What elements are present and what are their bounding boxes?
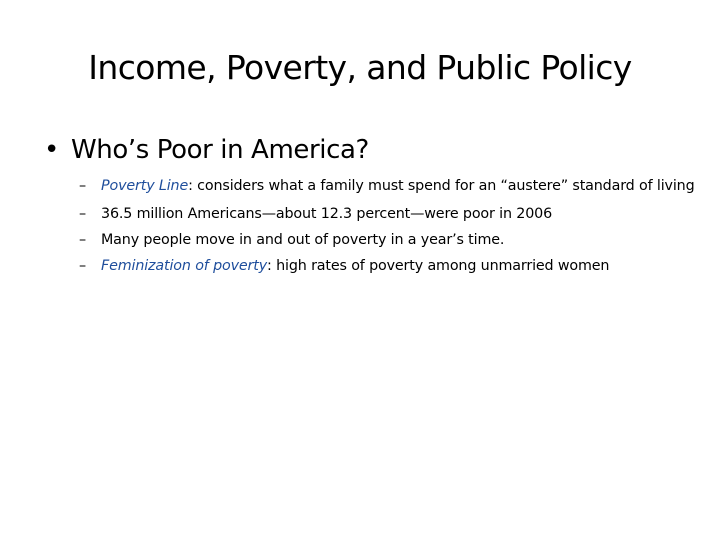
- term-feminization-of-poverty: Feminization of poverty: [101, 258, 268, 274]
- dash-marker: –: [79, 258, 86, 274]
- sub-bullet-poverty-line: [79, 176, 704, 197]
- sub-bullet-text: 36.5 million Americans—about 12.3 percent—were poor in 2006: [101, 206, 553, 222]
- sub-bullet-list: [79, 176, 704, 279]
- main-bullet-text: Who’s Poor in America?: [71, 135, 369, 165]
- bullet-marker: •: [44, 135, 59, 165]
- term-poverty-line: Poverty Line: [101, 178, 189, 194]
- sub-bullet-mobility: [79, 227, 704, 253]
- dash-marker: –: [79, 232, 86, 248]
- dash-marker: –: [79, 206, 86, 222]
- sub-bullet-text: Many people move in and out of poverty in a year’s time.: [101, 232, 505, 248]
- sub-bullet-feminization: [79, 253, 704, 279]
- sub-bullet-poor-count: [79, 201, 704, 227]
- main-bullet: [44, 132, 684, 168]
- sub-bullet-text: : high rates of poverty among unmarried women: [267, 258, 610, 274]
- sub-bullet-text: : considers what a family must spend for an “austere” standard of living: [188, 178, 695, 194]
- dash-marker: –: [79, 178, 86, 194]
- slide-title: Income, Poverty, and Public Policy: [88, 48, 632, 87]
